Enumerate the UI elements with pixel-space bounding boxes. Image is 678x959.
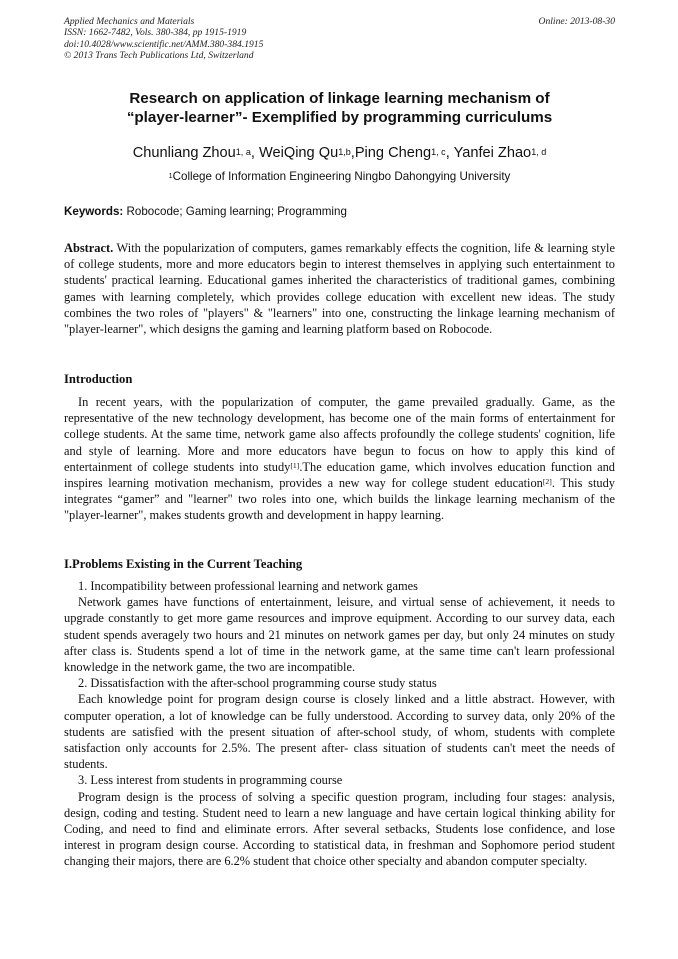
- author-list: [64, 144, 615, 162]
- section-heading-problems: I.Problems Existing in the Current Teaching: [64, 557, 303, 571]
- paragraph: Each knowledge point for program design course is closely linked and a little abstract. However, with computer operation, a lot of knowledge can be fully understood. According to survey data, only 20% of the students are satisfied with the present situation of after-school study, of whom, students with complete satisfaction only accounts for 2.5%. The present after- class situation of students can't meet the needs of students.: [64, 692, 615, 772]
- subheading-2: 2. Dissatisfaction with the after-school programming course study status: [78, 676, 437, 691]
- author-affiliation-mark: 1, c: [431, 147, 446, 158]
- author-affiliation-mark: 1,b: [338, 147, 351, 158]
- keywords-text: Robocode; Gaming learning; Programming: [123, 205, 347, 218]
- title-line-2: “player-learner”- Exemplified by programming curriculums: [126, 108, 553, 126]
- paragraph: Network games have functions of entertainment, leisure, and virtual sense of achievement, it needs to upgrade constantly to get more game resources and improve equipment. According to our survey data, each student spends averagely two hours and 21 minutes on network games per day, but only 24 minutes on study after class is. Students spend a lot of time in the network game, at the same time can't learn professional knowledge in the network game, the two are incompatible.: [64, 595, 615, 675]
- author-separator: ,: [350, 145, 355, 161]
- journal-name: Applied Mechanics and Materials: [64, 16, 195, 27]
- intro-text-1: In recent years, with the popularization of computer, the game prevailed gradually. Game, as the representative of the new technology development, has become one of the main forms of entertainment for college students. At the same time, network game also affects profoundly the college students' cognition, life and style of learning. More and more educators have begun to focus on how to apply this kind of entertainment of college students into study: [64, 395, 615, 474]
- intro-text-3: . This study integrates “gamer” and "learner" two roles into one, which builds the linkage learning mechanism of the "player-learner", makes students growth and development in happy learning.: [64, 476, 615, 523]
- author-affiliation-mark: 1, d: [531, 147, 547, 158]
- paragraph: Program design is the process of solving a specific question program, including four stages: analysis, design, coding and testing. Student need to learn a new language and have certain logical thinking ability for Coding, and need to find and eliminate errors. After several setbacks, Students lose confidence, and lose interest in program design course. According to statistical data, in freshman and Sophomore period student changing their majors, there are 6.2% student that choice other specialty and abandon computer specialty.: [64, 789, 615, 869]
- keywords: [64, 205, 615, 219]
- affiliation: [64, 170, 615, 184]
- author-name: Ping Cheng: [354, 145, 432, 161]
- online-date: Online: 2013-08-30: [538, 16, 615, 27]
- affiliation-mark: 1: [168, 171, 173, 181]
- abstract-label: Abstract.: [64, 241, 114, 255]
- problems-body: [64, 578, 615, 870]
- introduction-body: [64, 394, 615, 524]
- issn-line: ISSN: 1662-7482, Vols. 380-384, pp 1915-1919: [64, 27, 247, 39]
- author-separator: ,: [250, 145, 259, 161]
- title-line-1: Research on application of linkage learning mechanism of: [129, 90, 550, 107]
- subheading-1: 1. Incompatibility between professional learning and network games: [78, 579, 418, 593]
- author-name: Yanfei Zhao: [453, 145, 532, 161]
- citation-ref-1[interactable]: [1]: [290, 461, 300, 471]
- author-name: WeiQing Qu: [258, 145, 339, 161]
- author-separator: ,: [445, 145, 454, 161]
- section-heading-introduction: Introduction: [64, 372, 133, 386]
- intro-text-2: .The education game, which involves education function and inspires learning motivation mechanism, provides a new way for college student education: [64, 459, 615, 491]
- keywords-label: Keywords:: [64, 205, 124, 218]
- citation-ref-2[interactable]: [2]: [542, 477, 552, 487]
- abstract-text: With the popularization of computers, games remarkably effects the cognition, life & learning style of college students, more and more educators begin to interest themselves in applying such entertainment to students' practical learning. Educational games inherited the characteristics of traditional games, combining games with learning completely, which provides college education with excellent new ideas. The study combines the two roles of "players" & "learners" into one, constructing the linkage learning mechanism of "player-learner", which designs the gaming and learning platform based on Robocode.: [64, 241, 615, 337]
- affiliation-text: College of Information Engineering Ningbo Dahongying University: [172, 170, 511, 183]
- journal-header: [64, 16, 615, 62]
- paper-title: [64, 90, 615, 127]
- subheading-3: 3. Less interest from students in programming course: [78, 773, 343, 788]
- copyright-line: © 2013 Trans Tech Publications Ltd, Switzerland: [64, 50, 254, 62]
- author-name: Chunliang Zhou: [132, 145, 236, 161]
- abstract: [64, 240, 615, 337]
- doi-link[interactable]: doi:10.4028/www.scientific.net/AMM.380-384.1915: [64, 38, 264, 50]
- author-affiliation-mark: 1, a: [235, 147, 251, 158]
